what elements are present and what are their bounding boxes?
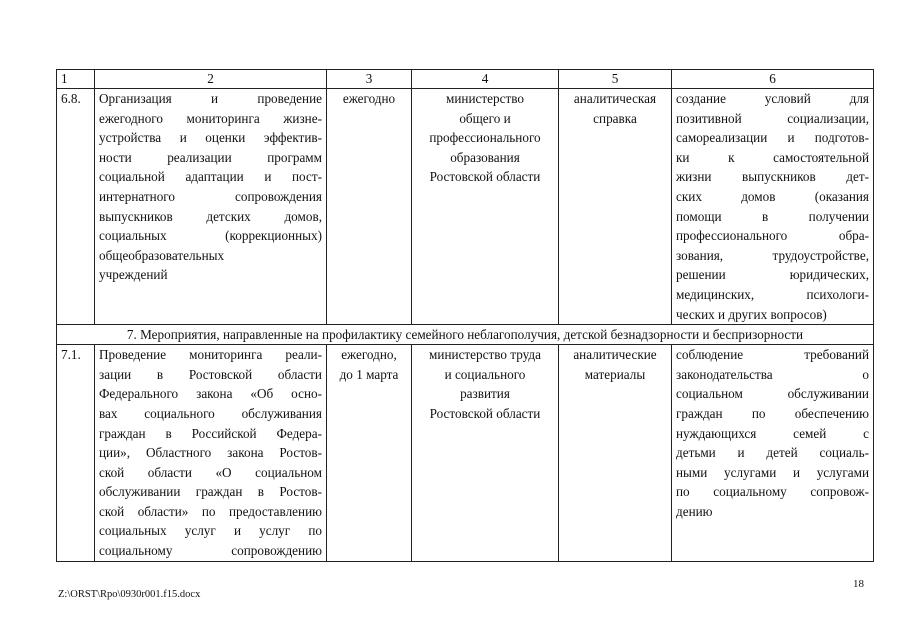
text-line: решении юридических, bbox=[676, 267, 869, 283]
text-line: развития bbox=[460, 386, 510, 402]
text-line: ки к самостоятельной bbox=[676, 149, 869, 165]
text-line: общего и bbox=[459, 110, 511, 126]
text-line: законодательства о bbox=[676, 366, 869, 382]
text-line: интернатного сопровождения bbox=[99, 188, 322, 204]
text-line: до 1 марта bbox=[339, 366, 399, 382]
text-line: образования bbox=[450, 149, 520, 165]
section-row bbox=[57, 325, 874, 345]
text-line: Проведение мониторинга реали- bbox=[99, 347, 322, 363]
text-line: самореализации и подготов- bbox=[676, 130, 869, 146]
text-line: социальному сопровождению bbox=[99, 543, 322, 559]
text-line: обслуживании граждан в Ростов- bbox=[99, 484, 322, 500]
text-line: устройства и оценки эффектив- bbox=[99, 130, 322, 146]
text-line: вах социального обслуживания bbox=[99, 405, 322, 421]
text-line: ежегодно bbox=[342, 91, 396, 106]
table-row bbox=[57, 345, 874, 562]
expected-result-cell bbox=[672, 345, 874, 562]
text-line: аналитическая bbox=[573, 91, 657, 106]
header-cell-4: 4 bbox=[412, 70, 559, 89]
responsible-cell bbox=[412, 345, 559, 562]
header-cell-3: 3 bbox=[327, 70, 412, 89]
text-line: детьми и детей социаль- bbox=[676, 445, 869, 461]
text-line: ции», Областного закона Ростов- bbox=[99, 445, 322, 461]
text-line: справка bbox=[593, 110, 637, 126]
text-line: зования, трудоустройстве, bbox=[676, 247, 869, 263]
text-line: Ростовской области bbox=[429, 169, 541, 185]
text-line: ской области «О социальном bbox=[99, 464, 322, 480]
deadline-cell bbox=[327, 345, 412, 562]
row-number: 6.8. bbox=[57, 89, 95, 325]
text-line: помощи в получении bbox=[676, 208, 869, 224]
text-line: социальной адаптации и пост- bbox=[99, 169, 322, 185]
text-line: граждан по обеспечению bbox=[676, 405, 869, 421]
text-line: по социальному сопровож- bbox=[676, 484, 869, 500]
text-line: социальном обслуживании bbox=[676, 386, 869, 402]
header-cell-1: 1 bbox=[57, 70, 95, 89]
text-line: учреждений bbox=[99, 267, 168, 283]
text-line: общеобразовательных bbox=[99, 247, 225, 263]
responsible-cell bbox=[412, 89, 559, 325]
text-line: министерство труда bbox=[429, 347, 541, 363]
text-line: ской области» по предоставлению bbox=[99, 503, 322, 519]
text-line: министерство bbox=[446, 91, 524, 106]
text-line: социальных услуг и услуг по bbox=[99, 523, 322, 539]
text-line: соблюдение требований bbox=[676, 347, 869, 363]
text-line: ежегодно, bbox=[341, 347, 397, 363]
file-path-footer: Z:\ORST\Rpo\0930r001.f15.docx bbox=[58, 589, 201, 600]
text-line: жизни выпускников дет- bbox=[676, 169, 869, 185]
activity-cell bbox=[95, 89, 327, 325]
text-line: социальных (коррекционных) bbox=[99, 228, 322, 244]
plan-table bbox=[56, 69, 874, 562]
header-cell-2: 2 bbox=[95, 70, 327, 89]
header-cell-6: 6 bbox=[672, 70, 874, 89]
page-number: 18 bbox=[853, 578, 864, 590]
header-cell-5: 5 bbox=[559, 70, 672, 89]
text-line: ских домов (оказания bbox=[676, 188, 869, 204]
text-line: ными услугами и услугами bbox=[676, 464, 869, 480]
text-line: нуждающихся семей с bbox=[676, 425, 869, 441]
text-line: ежегодного мониторинга жизне- bbox=[99, 110, 322, 126]
row-number: 7.1. bbox=[57, 345, 95, 562]
text-line: аналитические bbox=[573, 347, 657, 363]
header-row bbox=[57, 70, 874, 89]
text-line: создание условий для bbox=[676, 91, 869, 106]
section-title: 7. Мероприятия, направленные на профилактику семейного неблагополучия, детской безнадзорности и беспризорности bbox=[57, 325, 874, 345]
text-line: профессионального bbox=[429, 130, 541, 146]
text-line: профессионального обра- bbox=[676, 228, 869, 244]
text-line: зации в Ростовской области bbox=[99, 366, 322, 382]
text-line: и социального bbox=[444, 366, 526, 382]
deadline-cell bbox=[327, 89, 412, 325]
activity-cell bbox=[95, 345, 327, 562]
text-line: Организация и проведение bbox=[99, 91, 322, 106]
table-row bbox=[57, 89, 874, 325]
text-line: ности реализации программ bbox=[99, 149, 322, 165]
result-form-cell bbox=[559, 89, 672, 325]
text-line: материалы bbox=[584, 366, 646, 382]
text-line: Ростовской области bbox=[429, 405, 541, 421]
expected-result-cell bbox=[672, 89, 874, 325]
text-line: медицинских, психологи- bbox=[676, 286, 869, 302]
text-line: ческих и других вопросов) bbox=[676, 306, 827, 322]
text-line: Федерального закона «Об осно- bbox=[99, 386, 322, 402]
text-line: граждан в Российской Федера- bbox=[99, 425, 322, 441]
text-line: выпускников детских домов, bbox=[99, 208, 322, 224]
result-form-cell bbox=[559, 345, 672, 562]
text-line: дению bbox=[676, 503, 713, 519]
text-line: позитивной социализации, bbox=[676, 110, 869, 126]
